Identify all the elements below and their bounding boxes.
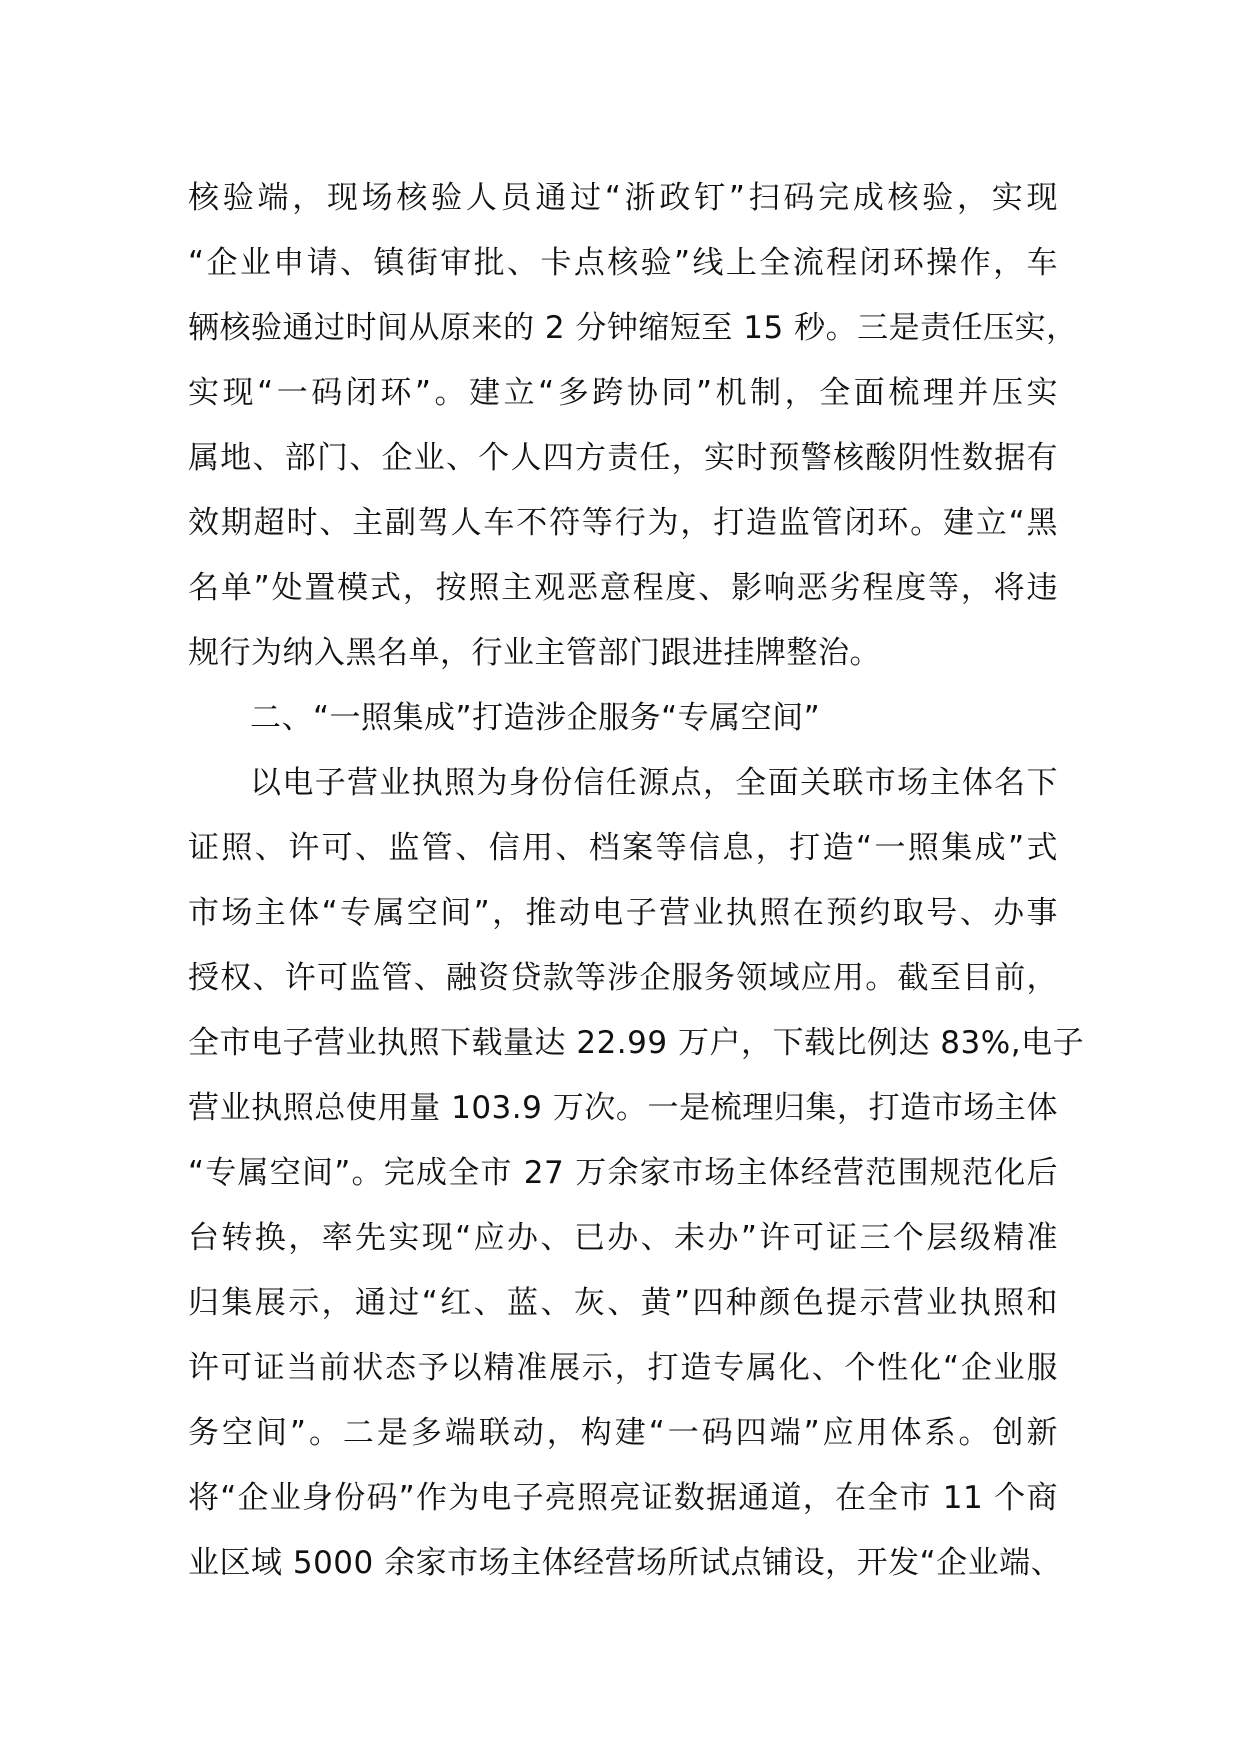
paragraph-line: 务空间”。二是多端联动，构建“一码四端”应用体系。创新: [188, 1415, 1058, 1451]
paragraph-line: 证照、许可、监管、信用、档案等信息，打造“一照集成”式: [188, 830, 1058, 866]
paragraph-line: 属地、部门、企业、个人四方责任，实时预警核酸阴性数据有: [188, 440, 1058, 476]
paragraph-line: 营业执照总使用量 103.9 万次。一是梳理归集，打造市场主体: [188, 1090, 1058, 1126]
paragraph-line: 归集展示，通过“红、蓝、灰、黄”四种颜色提示营业执照和: [188, 1285, 1058, 1321]
paragraph-line: 将“企业身份码”作为电子亮照亮证数据通道，在全市 11 个商: [188, 1480, 1058, 1516]
paragraph-line: 许可证当前状态予以精准展示，打造专属化、个性化“企业服: [188, 1350, 1058, 1386]
paragraph-line: 以电子营业执照为身份信任源点，全面关联市场主体名下: [250, 765, 1058, 801]
paragraph-line: 台转换，率先实现“应办、已办、未办”许可证三个层级精准: [188, 1220, 1058, 1256]
paragraph-line: 辆核验通过时间从原来的 2 分钟缩短至 15 秒。三是责任压实，: [188, 310, 1078, 346]
body-text: [188, 166, 1085, 1596]
paragraph-line: 名单”处置模式，按照主观恶意程度、影响恶劣程度等，将违: [188, 570, 1058, 606]
paragraph-line: 业区域 5000 余家市场主体经营场所试点铺设，开发“企业端、: [188, 1545, 1063, 1581]
section-heading: 二、“一照集成”打造涉企服务“专属空间”: [250, 700, 821, 736]
paragraph-line: 实现“一码闭环”。建立“多跨协同”机制，全面梳理并压实: [188, 375, 1058, 411]
paragraph-line: 市场主体“专属空间”，推动电子营业执照在预约取号、办事: [188, 895, 1058, 931]
paragraph-line: 效期超时、主副驾人车不符等行为，打造监管闭环。建立“黑: [188, 505, 1058, 541]
paragraph-line: 全市电子营业执照下载量达 22.99 万户，下载比例达 83%,电子: [188, 1025, 1085, 1061]
paragraph-line: 核验端，现场核验人员通过“浙政钉”扫码完成核验，实现: [188, 180, 1058, 216]
paragraph-line: “专属空间”。完成全市 27 万余家市场主体经营范围规范化后: [188, 1155, 1058, 1191]
paragraph-line: 授权、许可监管、融资贷款等涉企服务领域应用。截至目前，: [188, 960, 1058, 996]
paragraph-line: “企业申请、镇街审批、卡点核验”线上全流程闭环操作，车: [188, 245, 1058, 281]
paragraph-line: 规行为纳入黑名单，行业主管部门跟进挂牌整治。: [188, 635, 881, 671]
